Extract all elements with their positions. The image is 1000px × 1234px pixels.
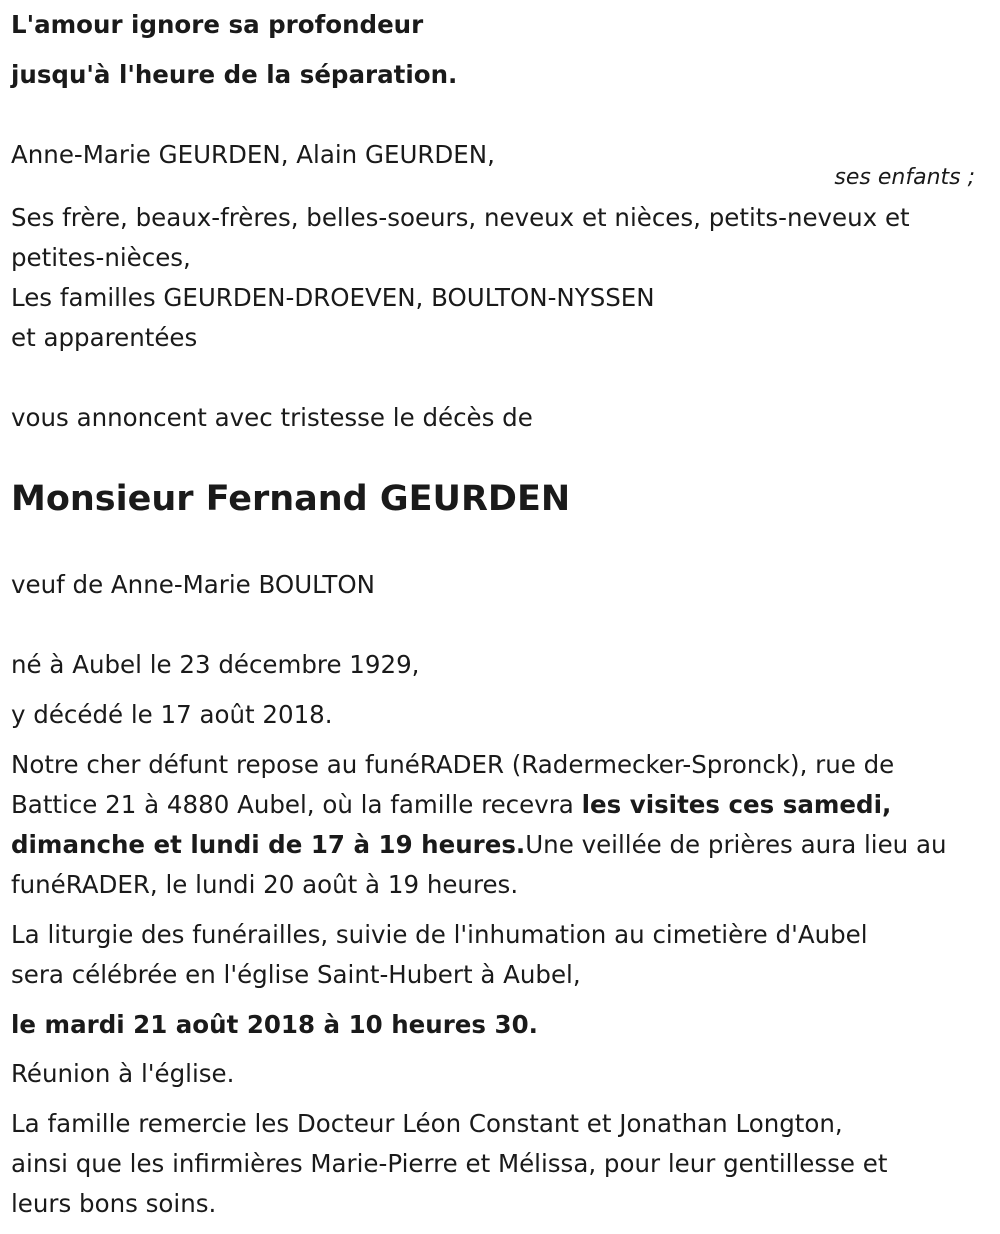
related-line: et apparentées (11, 323, 198, 352)
epigraph-line-1: L'amour ignore sa profondeur (11, 10, 424, 39)
death-line: y décédé le 17 août 2018. (11, 700, 333, 729)
children-names: Anne-Marie GEURDEN, Alain GEURDEN, (11, 140, 495, 169)
families-line: Les familles GEURDEN-DROEVEN, BOULTON-NYSSEN (11, 283, 655, 312)
visitation-emphasis: les visites ces samedi, (581, 790, 892, 819)
announcement: vous annoncent avec tristesse le décès de (11, 403, 533, 432)
visitation-hours: dimanche et lundi de 17 à 19 heures. (11, 830, 526, 859)
visitation-line-1: Notre cher défunt repose au funéRADER (Radermecker-Spronck), rue de (11, 750, 895, 779)
siblings-line-2: petites-nièces, (11, 243, 191, 272)
funeral-date: le mardi 21 août 2018 à 10 heures 30. (11, 1010, 538, 1039)
thanks-line-3: leurs bons soins. (11, 1189, 217, 1218)
birth-line: né à Aubel le 23 décembre 1929, (11, 650, 420, 679)
children-label: ses enfants ; (834, 165, 975, 190)
meeting-line: Réunion à l'église. (11, 1059, 235, 1088)
thanks-line-2: ainsi que les infirmières Marie-Pierre et Mélissa, pour leur gentillesse et (11, 1149, 888, 1178)
liturgy-line-2: sera célébrée en l'église Saint-Hubert à Aubel, (11, 960, 581, 989)
siblings-line-1: Ses frère, beaux-frères, belles-soeurs, neveux et nièces, petits-neveux et (11, 203, 910, 232)
liturgy-line-1: La liturgie des funérailles, suivie de l'inhumation au cimetière d'Aubel (11, 920, 868, 949)
visitation-line-3 (11, 830, 947, 860)
visitation-text: Battice 21 à 4880 Aubel, où la famille recevra (11, 790, 582, 819)
deceased-name: Monsieur Fernand GEURDEN (11, 479, 571, 519)
thanks-line-1: La famille remercie les Docteur Léon Constant et Jonathan Longton, (11, 1109, 843, 1138)
epigraph-line-2: jusqu'à l'heure de la séparation. (11, 60, 458, 89)
widower-line: veuf de Anne-Marie BOULTON (11, 570, 375, 599)
visitation-line-2 (11, 790, 891, 820)
visitation-line-4: funéRADER, le lundi 20 août à 19 heures. (11, 870, 519, 899)
vigil-text: Une veillée de prières aura lieu au (525, 830, 947, 859)
